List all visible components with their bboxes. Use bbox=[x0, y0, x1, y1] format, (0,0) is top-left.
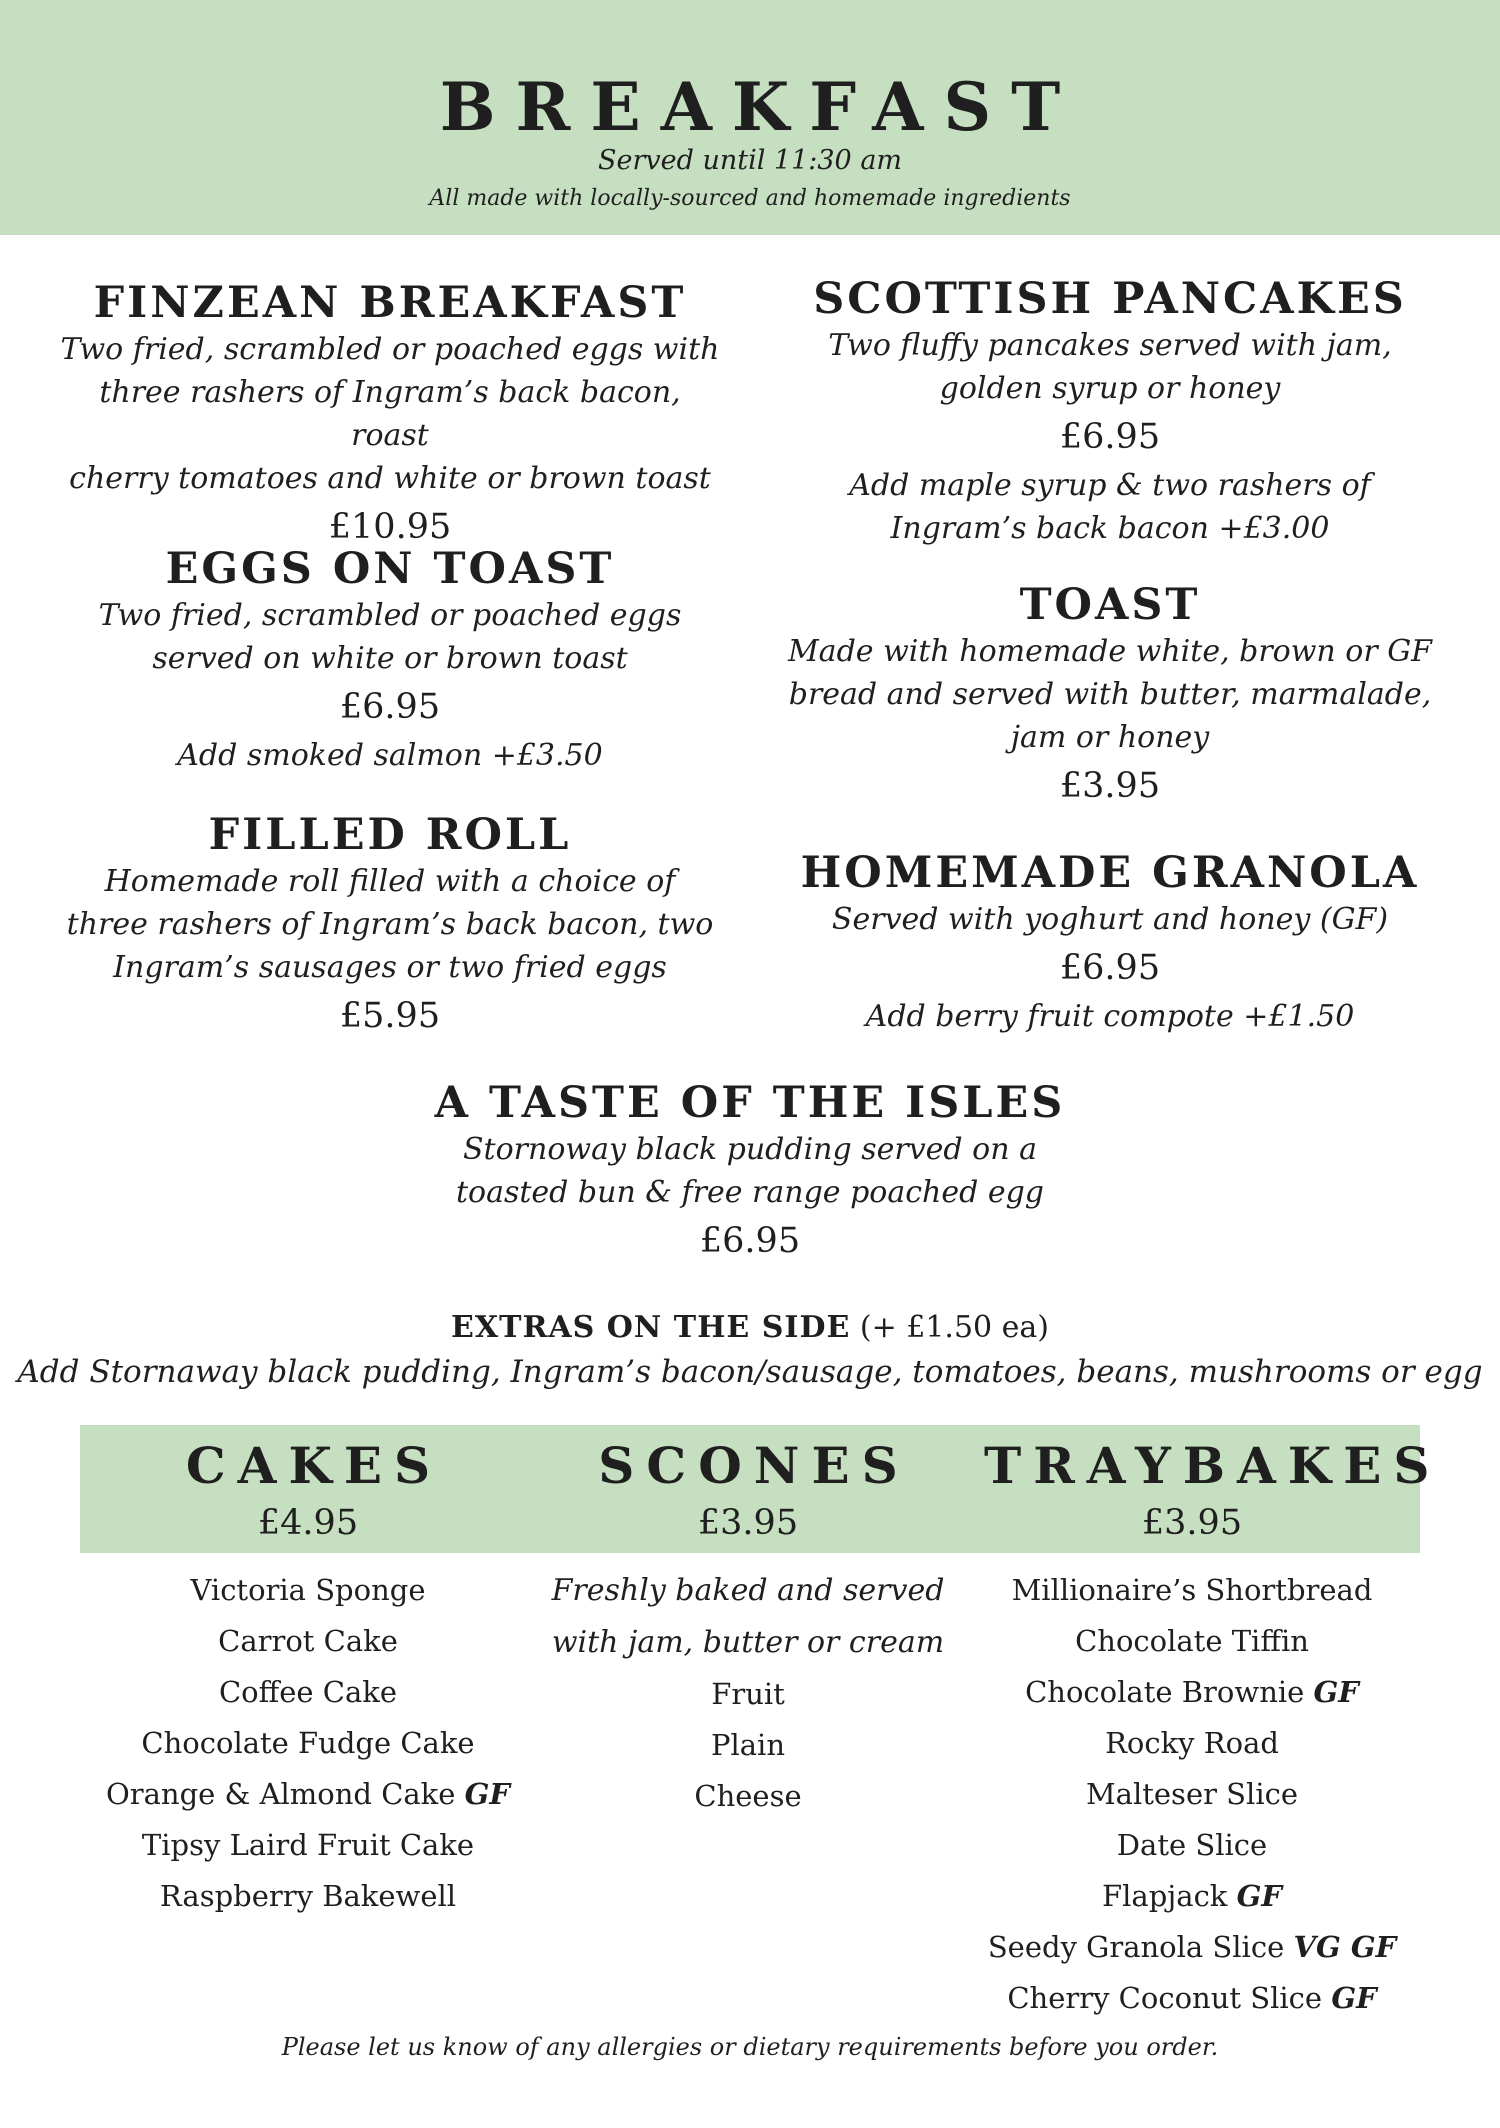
item-description: Served with yoghurt and honey (GF) bbox=[831, 902, 1389, 937]
list-item bbox=[972, 1871, 1412, 1922]
list-item bbox=[88, 1718, 528, 1769]
list-item: Fruit bbox=[711, 1677, 785, 1711]
item-price: £6.95 bbox=[1059, 417, 1161, 457]
allergy-notice: Please let us know of any allergies or dietary requirements before you order. bbox=[281, 2033, 1219, 2061]
menu-item-homemade-granola bbox=[780, 848, 1440, 1038]
list-item-name: Malteser Slice bbox=[1085, 1777, 1299, 1811]
list-item-name: Tipsy Laird Fruit Cake bbox=[141, 1828, 475, 1862]
list-item-name: Chocolate Fudge Cake bbox=[141, 1726, 475, 1760]
menu-item-eggs-on-toast bbox=[60, 544, 720, 777]
scones-heading: SCONES bbox=[598, 1436, 910, 1495]
item-name: FINZEAN BREAKFAST bbox=[93, 278, 687, 328]
list-item-name: Raspberry Bakewell bbox=[159, 1879, 457, 1913]
dietary-tag: GF bbox=[464, 1777, 510, 1811]
item-price: £3.95 bbox=[1059, 766, 1161, 806]
item-description: Homemade roll filled with a choice of three rashers of Ingram’s back bacon, two Ingram’s sausages or two fried eggs bbox=[66, 864, 714, 985]
list-item bbox=[88, 1769, 528, 1820]
cakes-list bbox=[88, 1565, 528, 1922]
list-item bbox=[972, 1922, 1412, 1973]
page-title: BREAKFAST bbox=[439, 68, 1081, 146]
item-name: TOAST bbox=[1019, 580, 1201, 630]
list-item-name: Carrot Cake bbox=[218, 1624, 398, 1658]
item-name: EGGS ON TOAST bbox=[165, 544, 615, 594]
item-description: Two fried, scrambled or poached eggs served on white or brown toast bbox=[98, 598, 682, 676]
list-item-name: Victoria Sponge bbox=[190, 1573, 426, 1607]
item-name: SCOTTISH PANCAKES bbox=[813, 274, 1407, 324]
list-item-name: Flapjack bbox=[1102, 1879, 1228, 1913]
item-price: £6.95 bbox=[339, 687, 441, 727]
list-item bbox=[88, 1667, 528, 1718]
item-price: £5.95 bbox=[339, 996, 441, 1036]
list-item bbox=[88, 1616, 528, 1667]
extras-description: Add Stornaway black pudding, Ingram’s bacon/sausage, tomatoes, beans, mushrooms or egg bbox=[17, 1354, 1483, 1390]
list-item bbox=[972, 1616, 1412, 1667]
list-item bbox=[972, 1769, 1412, 1820]
ingredients-note: All made with locally-sourced and homemade ingredients bbox=[429, 186, 1071, 211]
list-item-name: Cherry Coconut Slice bbox=[1007, 1981, 1323, 2015]
item-name: A TASTE OF THE ISLES bbox=[434, 1078, 1066, 1128]
item-addon: Add smoked salmon +£3.50 bbox=[177, 738, 603, 773]
served-until: Served until 11:30 am bbox=[597, 145, 903, 176]
dietary-tag: GF bbox=[1313, 1675, 1359, 1709]
item-price: £6.95 bbox=[699, 1221, 801, 1261]
traybakes-price: £3.95 bbox=[1141, 1503, 1243, 1543]
item-price: £10.95 bbox=[328, 507, 452, 547]
cakes-price: £4.95 bbox=[257, 1503, 359, 1543]
scones-column bbox=[528, 1425, 968, 1813]
item-description: Two fluffy pancakes served with jam, golden syrup or honey bbox=[828, 328, 1392, 406]
list-item bbox=[88, 1820, 528, 1871]
list-item-name: Date Slice bbox=[1116, 1828, 1268, 1862]
extras-section bbox=[0, 1306, 1500, 1394]
list-item-name: Seedy Granola Slice bbox=[987, 1930, 1285, 1964]
scones-intro: Freshly baked and served bbox=[551, 1573, 945, 1608]
traybakes-list bbox=[972, 1565, 1412, 2024]
traybakes-column bbox=[972, 1425, 1442, 2015]
item-price: £6.95 bbox=[1059, 948, 1161, 988]
list-item bbox=[972, 1718, 1412, 1769]
list-item-name: Millionaire’s Shortbread bbox=[1011, 1573, 1373, 1607]
dietary-tag: GF bbox=[1331, 1981, 1377, 2015]
item-description: Made with homemade white, brown or GF bread and served with butter, marmalade, jam or honey bbox=[787, 634, 1433, 755]
header-band bbox=[0, 0, 1500, 235]
list-item bbox=[88, 1871, 528, 1922]
item-name: HOMEMADE GRANOLA bbox=[800, 848, 1420, 898]
list-item: Plain bbox=[710, 1728, 786, 1762]
list-item-name: Chocolate Tiffin bbox=[1075, 1624, 1309, 1658]
list-item bbox=[972, 1667, 1412, 1718]
list-item: Cheese bbox=[694, 1779, 802, 1813]
cakes-heading: CAKES bbox=[185, 1436, 443, 1495]
item-addon: Add berry fruit compote +£1.50 bbox=[865, 999, 1355, 1034]
list-item bbox=[972, 1973, 1412, 2024]
item-addon: Add maple syrup & two rashers of Ingram’s back bacon +£3.00 bbox=[849, 468, 1371, 546]
menu-item-taste-of-the-isles bbox=[400, 1078, 1100, 1268]
menu-item-toast bbox=[780, 580, 1440, 813]
scones-price: £3.95 bbox=[697, 1503, 799, 1543]
extras-price: (+ £1.50 ea) bbox=[859, 1310, 1050, 1345]
menu-item-scottish-pancakes bbox=[780, 274, 1440, 550]
menu-item-finzean-breakfast bbox=[60, 278, 720, 554]
menu-item-filled-roll bbox=[60, 810, 720, 1043]
dietary-tag: GF bbox=[1236, 1879, 1282, 1913]
extras-title: EXTRAS ON THE SIDE bbox=[450, 1310, 851, 1345]
list-item-name: Orange & Almond Cake bbox=[105, 1777, 456, 1811]
item-description: Stornoway black pudding served on a toasted bun & free range poached egg bbox=[455, 1132, 1045, 1210]
dietary-tag: VG GF bbox=[1293, 1930, 1397, 1964]
list-item bbox=[972, 1820, 1412, 1871]
list-item-name: Chocolate Brownie bbox=[1025, 1675, 1305, 1709]
list-item-name: Coffee Cake bbox=[218, 1675, 397, 1709]
cakes-column bbox=[88, 1425, 528, 1913]
traybakes-heading: TRAYBAKES bbox=[984, 1436, 1442, 1495]
list-item bbox=[88, 1565, 528, 1616]
item-name: FILLED ROLL bbox=[208, 810, 572, 860]
list-item bbox=[972, 1565, 1412, 1616]
scones-list bbox=[528, 1565, 968, 1822]
list-item-name: Rocky Road bbox=[1105, 1726, 1279, 1760]
scones-intro: with jam, butter or cream bbox=[551, 1625, 945, 1660]
item-description: Two fried, scrambled or poached eggs with three rashers of Ingram’s back bacon, roast cherry tomatoes and white or brown toast bbox=[60, 332, 720, 496]
